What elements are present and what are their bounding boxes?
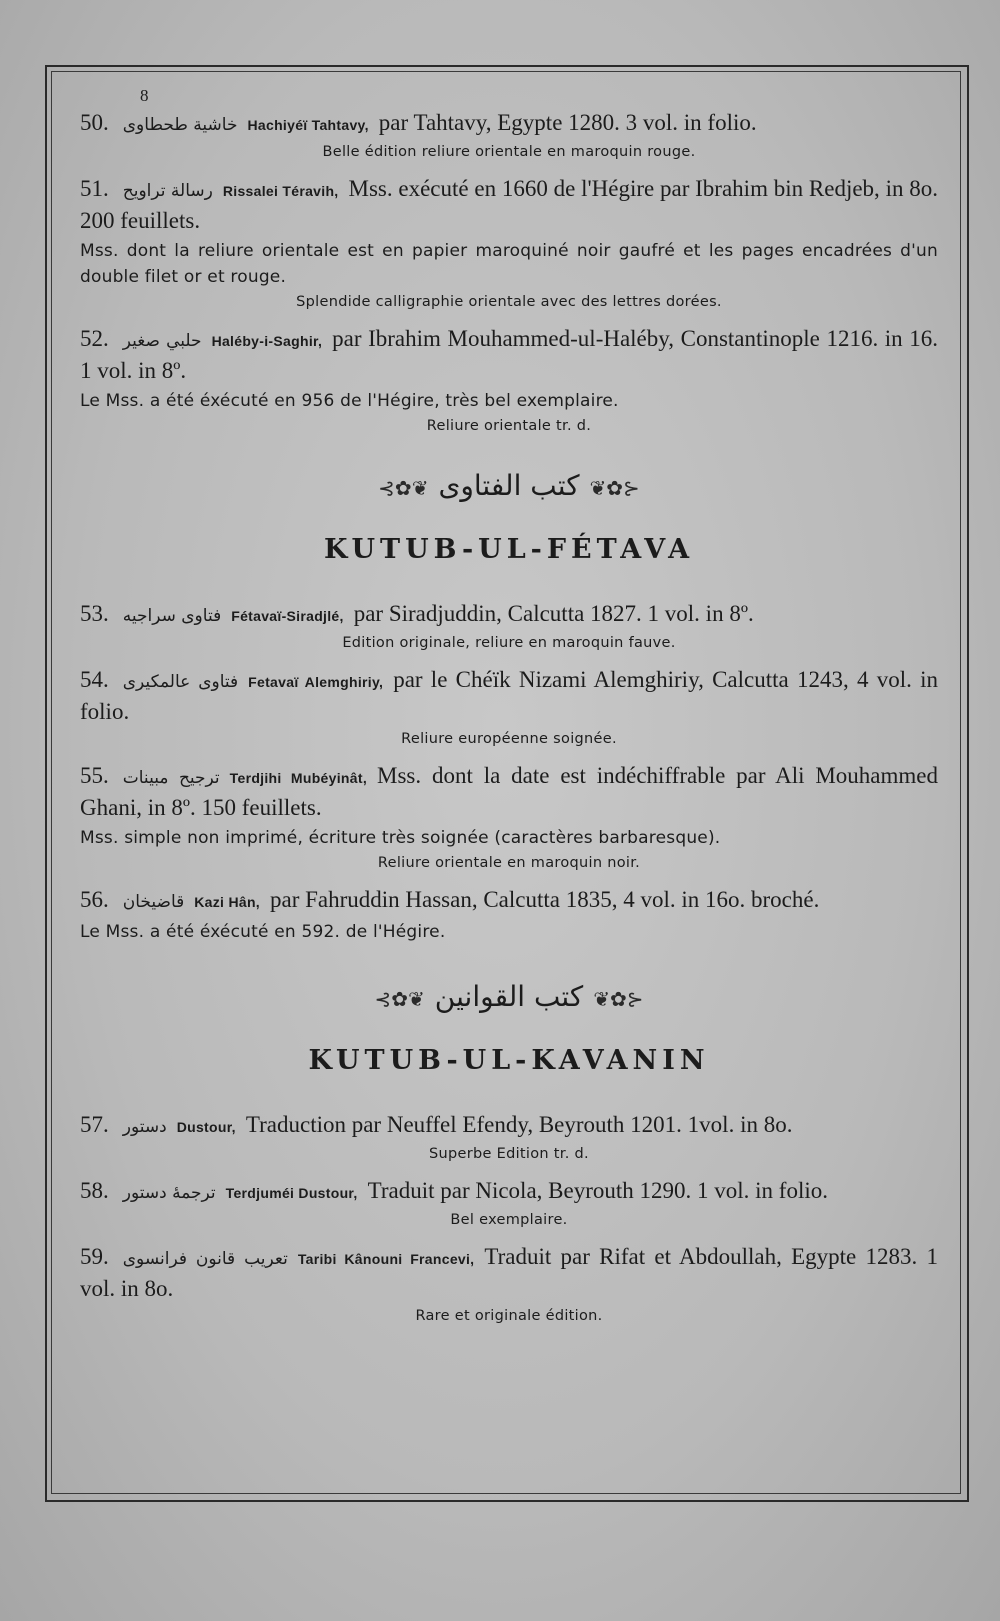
ornament-left-icon: ⊰✿❦ <box>378 476 429 500</box>
entry-note: Rare et originale édition. <box>415 1308 603 1324</box>
entry-transliteration: Terdjihi Mubéyinât, <box>229 770 368 786</box>
catalog-content <box>80 108 938 1338</box>
entry-note: Belle édition reliure orientale en maroquin rouge. <box>322 144 696 160</box>
entry-transliteration: Fetavaï Alemghiriy, <box>248 674 384 690</box>
entry-note: Reliure orientale tr. d. <box>426 418 592 434</box>
catalog-entry <box>80 599 938 651</box>
catalog-entry <box>80 1176 938 1228</box>
entry-transliteration: Dustour, <box>176 1119 236 1135</box>
entry-number: 53. <box>80 601 109 626</box>
entry-arabic-title: خاشية طحطاوى <box>122 115 238 135</box>
entry-main-line <box>80 174 938 236</box>
section-title: KUTUB-UL-KAVANIN <box>308 1045 710 1076</box>
entry-description: par Siradjuddin, Calcutta 1827. 1 vol. in 8º. <box>353 601 754 626</box>
catalog-entry <box>80 761 938 871</box>
entry-detail: Le Mss. a été éxécuté en 592. de l'Hégire. <box>80 922 446 942</box>
section-heading-arabic <box>80 464 938 508</box>
entry-number: 57. <box>80 1112 109 1137</box>
section-arabic-title: كتب القوانين <box>434 980 584 1013</box>
entry-description: par Ibrahim Mouhammed-ul-Haléby, Constantinople 1216. in 16. 1 vol. in 8º. <box>80 326 938 383</box>
entry-arabic-title: دستور <box>122 1117 167 1137</box>
entry-description: par Tahtavy, Egypte 1280. 3 vol. in folio. <box>378 110 757 135</box>
ornament-right-icon: ❦✿⊱ <box>593 987 644 1011</box>
entry-main-line <box>80 108 938 140</box>
entry-arabic-title: رسالة تراويح <box>122 181 213 201</box>
entry-note: Edition originale, reliure en maroquin fauve. <box>342 635 676 651</box>
entry-transliteration: Rissalei Téravih, <box>222 183 339 199</box>
entry-number: 50. <box>80 110 109 135</box>
entry-arabic-title: حلبي صغير <box>122 331 202 351</box>
entry-number: 59. <box>80 1244 109 1269</box>
entry-number: 56. <box>80 887 109 912</box>
catalog-entry <box>80 174 938 310</box>
entry-number: 52. <box>80 326 109 351</box>
entry-transliteration: Kazi Hân, <box>194 894 260 910</box>
entry-main-line <box>80 599 938 631</box>
entry-main-line <box>80 885 938 917</box>
entry-transliteration: Terdjuméi Dustour, <box>225 1185 358 1201</box>
catalog-entry <box>80 665 938 747</box>
entry-description: par le Chéïk Nizami Alemghiriy, Calcutta 1243, 4 vol. in folio. <box>80 667 939 724</box>
entry-arabic-title: تعريب قانون فرانسوى <box>122 1249 288 1269</box>
catalog-entry <box>80 108 938 160</box>
entry-arabic-title: ترجمهٔ دستور <box>122 1183 216 1203</box>
entry-note: Reliure orientale en maroquin noir. <box>377 855 641 871</box>
entry-main-line <box>80 1242 938 1304</box>
entry-main-line <box>80 761 938 823</box>
ornament-right-icon: ❦✿⊱ <box>589 476 640 500</box>
entry-description: Traduit par Rifat et Abdoullah, Egypte 1283. 1 vol. in 8o. <box>80 1244 938 1301</box>
entry-note: Splendide calligraphie orientale avec des lettres dorées. <box>296 294 722 310</box>
entry-detail: Mss. dont la reliure orientale est en papier maroquiné noir gaufré et les pages encadrées d'un double filet or et rouge. <box>80 241 938 287</box>
entry-number: 55. <box>80 763 109 788</box>
entry-description: Traduction par Neuffel Efendy, Beyrouth 1201. 1vol. in 8o. <box>245 1112 793 1137</box>
entry-note: Superbe Edition tr. d. <box>429 1146 589 1162</box>
page-number: 8 <box>140 86 149 105</box>
entry-arabic-title: ترجيح مبينات <box>122 768 220 788</box>
entry-main-line <box>80 1176 938 1208</box>
entry-transliteration: Haléby-i-Saghir, <box>211 333 323 349</box>
section-title: KUTUB-UL-FÉTAVA <box>323 534 695 565</box>
catalog-entry <box>80 1110 938 1162</box>
entry-note: Reliure européenne soignée. <box>401 731 617 747</box>
ornament-left-icon: ⊰✿❦ <box>374 987 425 1011</box>
entry-number: 51. <box>80 176 109 201</box>
catalog-entry <box>80 1242 938 1324</box>
entry-number: 54. <box>80 667 109 692</box>
entry-arabic-title: فتاوى عالمكيرى <box>122 672 239 692</box>
entry-transliteration: Taribi Kânouni Francevi, <box>297 1251 475 1267</box>
entry-main-line <box>80 665 938 727</box>
entry-main-line <box>80 324 938 386</box>
entry-detail: Mss. simple non imprimé, écriture très soignée (caractères barbaresque). <box>80 828 721 848</box>
section-arabic-title: كتب الفتاوى <box>438 469 580 502</box>
section-heading-arabic <box>80 975 938 1019</box>
entry-arabic-title: قاضيخان <box>122 892 185 912</box>
catalog-entry <box>80 324 938 434</box>
entry-transliteration: Fétavaï-Siradjlé, <box>231 608 344 624</box>
entry-description: par Fahruddin Hassan, Calcutta 1835, 4 vol. in 16o. broché. <box>269 887 820 912</box>
entry-note: Bel exemplaire. <box>450 1212 568 1228</box>
entry-transliteration: Hachiyéï Tahtavy, <box>247 117 369 133</box>
catalog-entry <box>80 885 938 945</box>
entry-description: Traduit par Nicola, Beyrouth 1290. 1 vol. in folio. <box>367 1178 828 1203</box>
entry-main-line <box>80 1110 938 1142</box>
entry-description: Mss. exécuté en 1660 de l'Hégire par Ibrahim bin Redjeb, in 8o. 200 feuillets. <box>80 176 938 233</box>
entry-detail: Le Mss. a été éxécuté en 956 de l'Hégire, très bel exemplaire. <box>80 391 619 411</box>
entry-number: 58. <box>80 1178 109 1203</box>
entry-arabic-title: فتاوى سراجيه <box>122 606 222 626</box>
entry-description: Mss. dont la date est indéchiffrable par Ali Mouhammed Ghani, in 8º. 150 feuillets. <box>80 763 939 820</box>
